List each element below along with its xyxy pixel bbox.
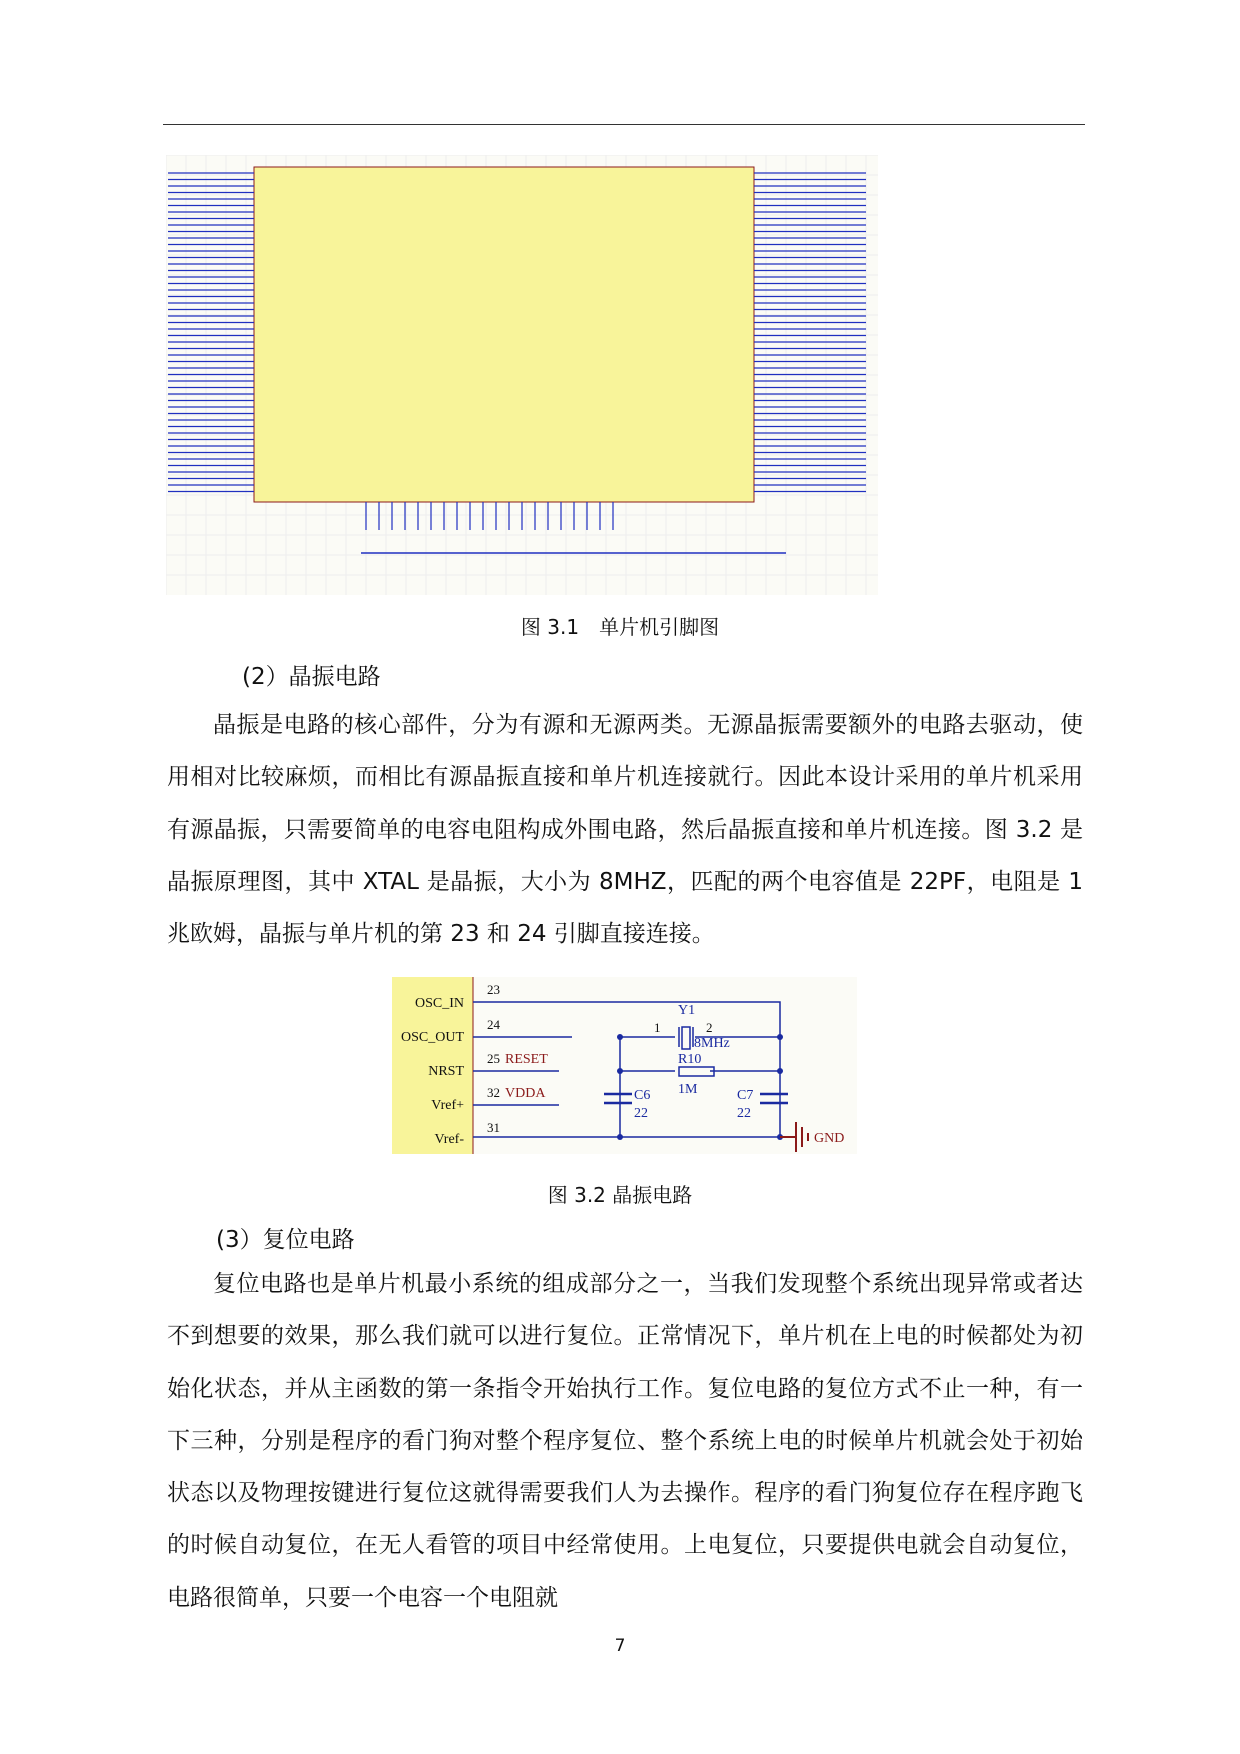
svg-text:GND: GND	[814, 1131, 845, 1146]
figure-2-caption: 图 3.2 晶振电路	[547, 1183, 693, 1207]
svg-text:23: 23	[487, 982, 500, 997]
svg-text:1M: 1M	[678, 1082, 698, 1097]
svg-text:RESET: RESET	[505, 1052, 548, 1067]
paragraph-crystal: 晶振是电路的核心部件，分为有源和无源两类。无源晶振需要额外的电路去驱动，使用相对比较麻烦，而相比有源晶振直接和单片机连接就行。因此本设计采用的单片机采用有源晶振，只需要简单的电容电阻构成外围电路，然后晶振直接和单片机连接。图 3.2 是晶振原理图，其中 XTAL 是晶振，大小为 8MHZ，匹配的两个电容值是 22PF，电阻是 1 兆欧姆，晶振与单片机的第 23 和 24 引脚直接连接。	[167, 712, 1083, 948]
svg-text:1: 1	[654, 1020, 661, 1035]
svg-text:Y1: Y1	[678, 1003, 696, 1018]
svg-text:8MHz: 8MHz	[694, 1036, 730, 1051]
svg-text:2: 2	[706, 1020, 713, 1035]
svg-text:C7: C7	[737, 1088, 754, 1103]
mcu-pinout-schematic	[166, 155, 878, 595]
svg-text:32: 32	[487, 1085, 500, 1100]
svg-text:31: 31	[487, 1120, 500, 1135]
svg-text:Vref+: Vref+	[431, 1098, 464, 1113]
svg-text:22: 22	[634, 1106, 648, 1121]
svg-text:24: 24	[487, 1017, 500, 1032]
paragraph-reset: 复位电路也是单片机最小系统的组成部分之一，当我们发现整个系统出现异常或者达不到想要的效果，那么我们就可以进行复位。正常情况下，单片机在上电的时候都处为初始化状态，并从主函数的第一条指令开始执行工作。复位电路的复位方式不止一种，有一下三种，分别是程序的看门狗对整个程序复位、整个系统上电的时候单片机就会处于初始状态以及物理按键进行复位这就得需要我们人为去操作。程序的看门狗复位存在程序跑飞的时候自动复位，在无人看管的项目中经常使用。上电复位，只要提供电就会自动复位，电路很简单，只要一个电容一个电阻就	[167, 1271, 1083, 1611]
svg-text:OSC_IN: OSC_IN	[414, 996, 464, 1011]
crystal-circuit-schematic	[392, 977, 857, 1154]
svg-text:22: 22	[737, 1106, 751, 1121]
svg-text:25: 25	[487, 1051, 500, 1066]
section-heading-crystal: (2）晶振电路	[242, 664, 381, 690]
svg-text:C6: C6	[634, 1088, 651, 1103]
figure-1-caption: 图 3.1 单片机引脚图	[520, 615, 720, 639]
svg-text:R10: R10	[678, 1052, 702, 1067]
section-heading-reset: (3）复位电路	[216, 1227, 355, 1253]
svg-text:Vref-: Vref-	[434, 1132, 464, 1147]
svg-text:NRST: NRST	[428, 1064, 464, 1079]
page-number: 7	[614, 1636, 626, 1656]
svg-text:OSC_OUT: OSC_OUT	[400, 1030, 464, 1045]
header-rule	[163, 124, 1085, 125]
svg-text:VDDA: VDDA	[505, 1086, 546, 1101]
